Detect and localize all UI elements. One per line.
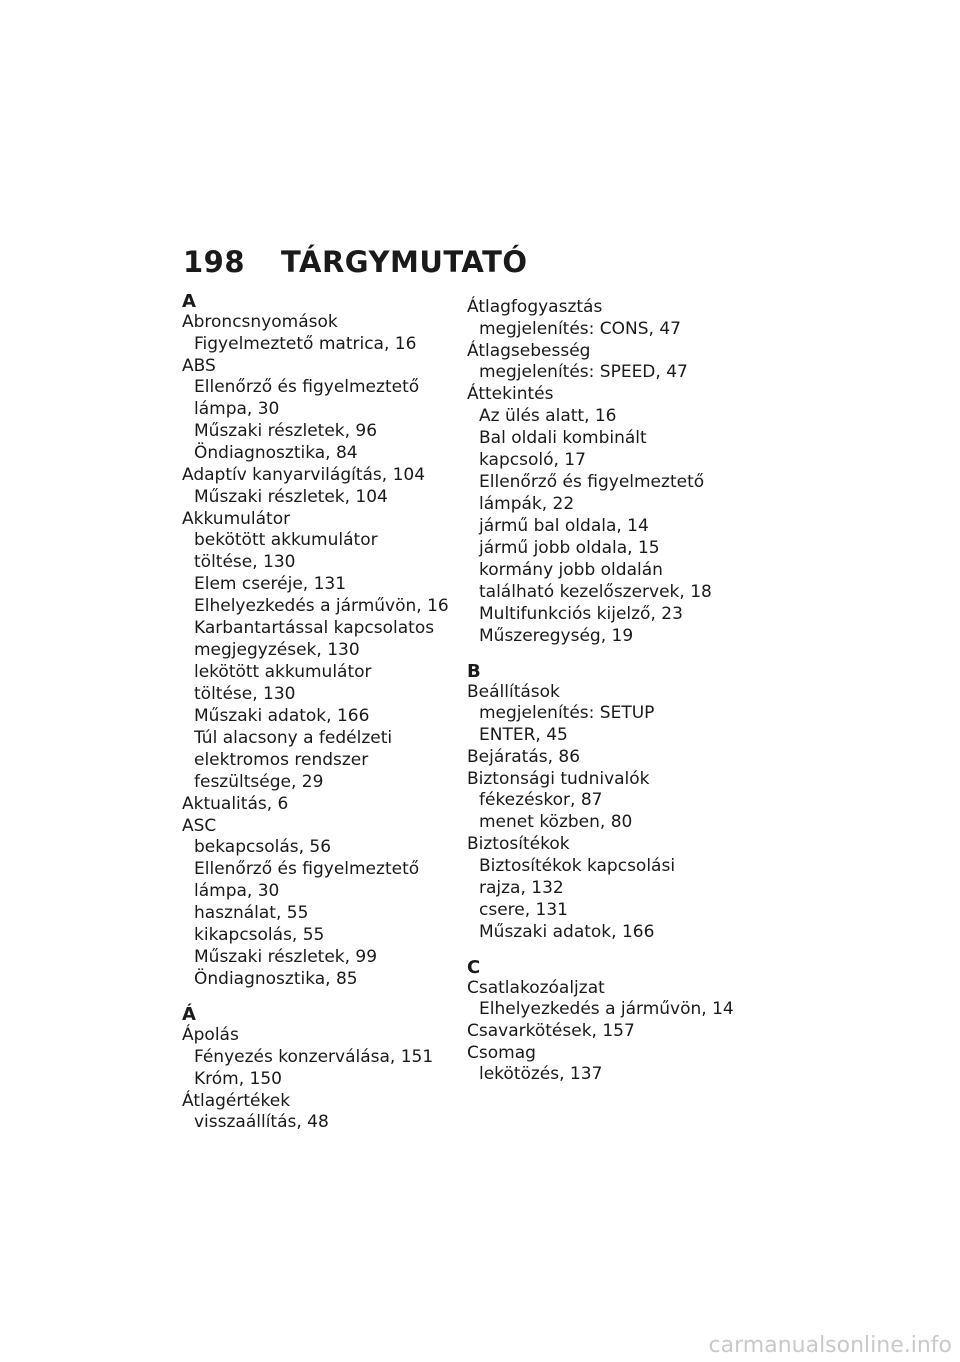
index-entry <box>182 794 474 816</box>
index-subentry[interactable]: lámpa, 30 <box>194 399 280 419</box>
index-term[interactable]: ASC <box>182 815 217 836</box>
index-subentry[interactable]: kapcsoló, 17 <box>479 449 586 470</box>
index-subentry[interactable]: csere, 131 <box>479 899 568 920</box>
index-entry <box>182 1091 474 1135</box>
index-subentry[interactable]: elektromos rendszer <box>194 750 369 770</box>
index-term[interactable]: Áttekintés <box>467 384 554 404</box>
index-subentry[interactable]: megjelenítés: SPEED, 47 <box>479 362 688 382</box>
index-subentry[interactable]: Elhelyezkedés a járművön, 16 <box>194 596 449 616</box>
index-term[interactable]: Beállítások <box>467 681 560 702</box>
index-term[interactable]: Bejáratás, 86 <box>467 747 581 767</box>
index-subentry[interactable]: használat, 55 <box>194 903 309 923</box>
index-subentry[interactable]: ENTER, 45 <box>479 725 568 745</box>
index-entry <box>467 834 759 944</box>
index-subentry[interactable]: Műszaki adatok, 166 <box>194 706 370 726</box>
index-entry <box>182 356 474 466</box>
index-term[interactable]: Akkumulátor <box>182 508 291 529</box>
index-term[interactable]: Csatlakozóaljzat <box>467 977 605 998</box>
index-entry <box>182 465 474 509</box>
index-term[interactable]: Adaptív kanyarvilágítás, 104 <box>182 465 426 485</box>
index-subentry[interactable]: Fényezés konzerválása, 151 <box>194 1046 434 1067</box>
index-subentry[interactable]: Műszaki részletek, 104 <box>194 486 388 507</box>
index-subentry[interactable]: található kezelőszervek, 18 <box>479 581 712 602</box>
index-entry <box>467 769 759 835</box>
index-subentry[interactable]: lekötözés, 137 <box>479 1064 603 1084</box>
page-number: 198 <box>183 245 246 279</box>
index-term[interactable]: Abroncsnyomások <box>182 312 338 332</box>
index-term[interactable]: Csavarkötések, 157 <box>467 1021 635 1041</box>
index-term[interactable]: ABS <box>182 355 216 376</box>
index-term[interactable]: Ápolás <box>182 1025 239 1045</box>
index-subentry[interactable]: lekötött akkumulátor <box>194 662 372 682</box>
index-subentry[interactable]: Bal oldali kombinált <box>479 427 647 448</box>
index-subentry[interactable]: bekötött akkumulátor <box>194 530 378 550</box>
index-entry <box>467 341 759 385</box>
index-term[interactable]: Biztonsági tudnivalók <box>467 768 650 789</box>
index-column-right <box>467 297 759 1086</box>
index-subentry[interactable]: Öndiagnosztika, 84 <box>194 443 358 463</box>
index-subentry[interactable]: lámpák, 22 <box>479 493 575 514</box>
index-subentry[interactable]: Öndiagnosztika, 85 <box>194 969 358 989</box>
index-entry <box>467 384 759 648</box>
index-subentry[interactable]: megjegyzések, 130 <box>194 640 360 660</box>
index-subentry[interactable]: menet közben, 80 <box>479 812 633 832</box>
index-letter-heading: C <box>467 956 481 978</box>
index-subentry[interactable]: Biztosítékok kapcsolási <box>479 855 676 876</box>
index-entry <box>182 312 474 356</box>
index-entry <box>467 1021 759 1043</box>
index-term[interactable]: Biztosítékok <box>467 834 570 854</box>
index-subentry[interactable]: kikapcsolás, 55 <box>194 925 325 945</box>
index-entry <box>182 816 474 992</box>
index-letter-heading: Á <box>182 1004 196 1025</box>
index-letter-heading: A <box>182 291 196 312</box>
index-subentry[interactable]: Karbantartással kapcsolatos <box>194 618 435 638</box>
index-entry <box>182 509 474 795</box>
index-subentry[interactable]: megjelenítés: SETUP <box>479 703 655 723</box>
index-subentry[interactable]: Az ülés alatt, 16 <box>479 405 617 426</box>
index-subentry[interactable]: Elem cseréje, 131 <box>194 574 347 594</box>
index-subentry[interactable]: Ellenőrző és figyelmeztető <box>194 859 420 879</box>
index-subentry[interactable]: Műszaki részletek, 96 <box>194 421 378 441</box>
index-subentry[interactable]: lámpa, 30 <box>194 881 280 901</box>
index-subentry[interactable]: rajza, 132 <box>479 877 564 898</box>
index-entry <box>467 978 759 1022</box>
index-subentry[interactable]: Ellenőrző és figyelmeztető <box>194 377 420 397</box>
index-column-left <box>182 292 474 1134</box>
index-subentry[interactable]: töltése, 130 <box>194 684 296 704</box>
index-subentry[interactable]: fékezéskor, 87 <box>479 790 603 810</box>
index-subentry[interactable]: feszültsége, 29 <box>194 772 324 792</box>
index-subentry[interactable]: Elhelyezkedés a járművön, 14 <box>479 999 734 1019</box>
index-subentry[interactable]: megjelenítés: CONS, 47 <box>479 318 681 339</box>
index-subentry[interactable]: Multifunkciós kijelző, 23 <box>479 603 683 624</box>
index-entry <box>467 1043 759 1087</box>
index-term[interactable]: Aktualitás, 6 <box>182 794 289 814</box>
index-subentry[interactable]: Króm, 150 <box>194 1068 282 1089</box>
index-term[interactable]: Átlagfogyasztás <box>467 297 603 317</box>
index-subentry[interactable]: visszaállítás, 48 <box>194 1112 329 1132</box>
index-subentry[interactable]: bekapcsolás, 56 <box>194 837 332 857</box>
index-entry <box>467 297 759 341</box>
page-header <box>183 245 528 279</box>
page-title: TÁRGYMUTATÓ <box>281 245 528 279</box>
index-subentry[interactable]: töltése, 130 <box>194 552 296 572</box>
index-letter-heading: B <box>467 660 481 682</box>
index-term[interactable]: Átlagértékek <box>182 1090 291 1111</box>
index-entry <box>182 1025 474 1091</box>
index-term[interactable]: Átlagsebesség <box>467 340 591 361</box>
index-entry <box>467 682 759 748</box>
index-subentry[interactable]: Műszaki részletek, 99 <box>194 947 378 967</box>
index-entry <box>467 747 759 769</box>
index-subentry[interactable]: Figyelmeztető matrica, 16 <box>194 333 417 354</box>
index-subentry[interactable]: Műszaki adatok, 166 <box>479 921 655 942</box>
index-subentry[interactable]: jármű bal oldala, 14 <box>479 515 649 536</box>
index-subentry[interactable]: Műszeregység, 19 <box>479 625 634 646</box>
index-subentry[interactable]: jármű jobb oldala, 15 <box>479 537 660 558</box>
index-subentry[interactable]: kormány jobb oldalán <box>479 559 663 580</box>
index-subentry[interactable]: Ellenőrző és figyelmeztető <box>479 471 705 492</box>
index-term[interactable]: Csomag <box>467 1042 536 1063</box>
watermark: carmanualsonline.info <box>708 1333 952 1358</box>
index-subentry[interactable]: Túl alacsony a fedélzeti <box>194 728 393 748</box>
